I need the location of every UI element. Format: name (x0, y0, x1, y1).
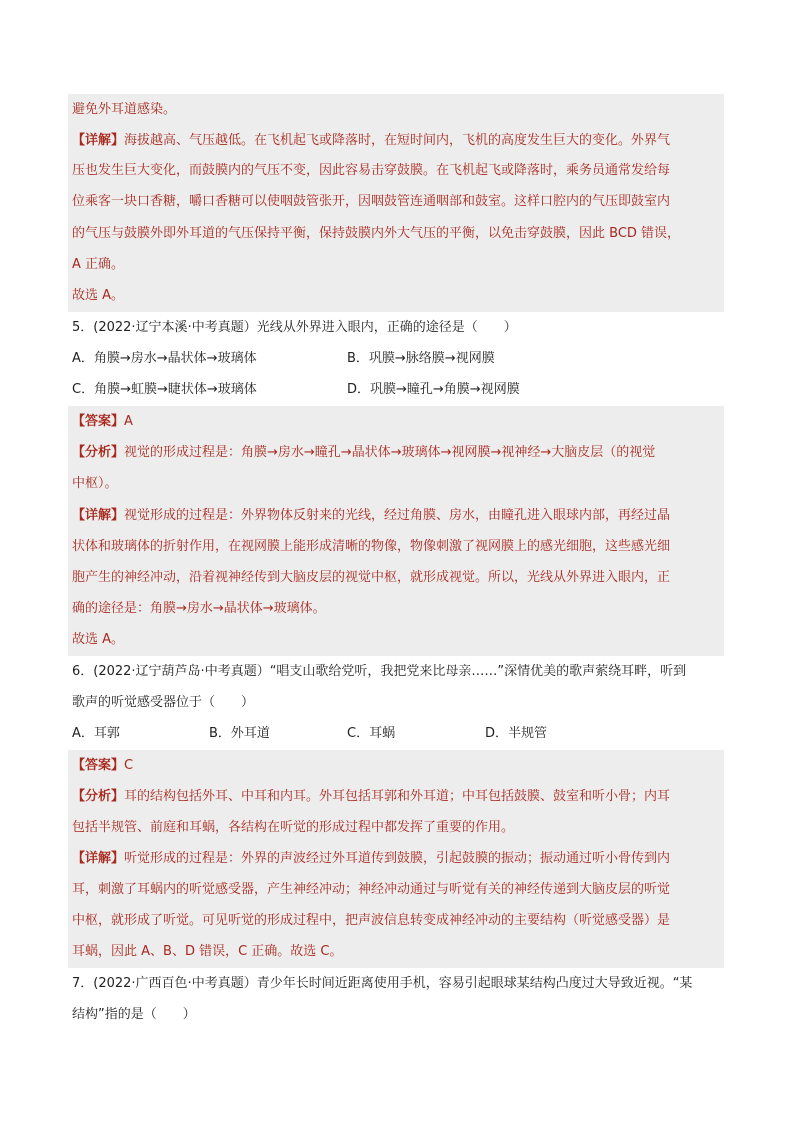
q6-detail-line-2: 耳，刺激了耳蜗内的听觉感受器，产生神经冲动；神经冲动通过与听觉有关的神经传递到大脑皮层的听觉 (72, 882, 671, 897)
q5-detail-line-3: 胞产生的神经冲动，沿着视神经传到大脑皮层的视觉中枢，就形成视觉。所以，光线从外界进入眼内，正 (72, 570, 671, 585)
q4-detail-line-5: A 正确。 (72, 257, 125, 272)
q5-analysis-line-2: 中枢）。 (72, 476, 118, 491)
q4-detail-line-2: 压也发生巨大变化，而鼓膜内的气压不变，因此容易击穿鼓膜。在飞机起飞或降落时，乘务员通常发给每 (72, 163, 671, 178)
answer-tag: 【答案】 (72, 414, 125, 429)
answer-tag: 【答案】 (72, 758, 125, 773)
q5-analysis-line-1: 【分析】视觉的形成过程是：角膜→房水→瞳孔→晶状体→玻璃体→视网膜→视神经→大脑皮层（的视觉 (72, 445, 656, 460)
q5-option-d: D．巩膜→瞳孔→角膜→视网膜 (347, 382, 520, 397)
q5-option-c: C．角膜→虹膜→睫状体→玻璃体 (72, 382, 257, 397)
q6-detail-line-3: 中枢，就形成了听觉。可见听觉的形成过程中，把声波信息转变成神经冲动的主要结构（听觉感受器）是 (72, 913, 671, 928)
q6-analysis-line-1: 【分析】耳的结构包括外耳、中耳和内耳。外耳包括耳郭和外耳道；中耳包括鼓膜、鼓室和听小骨；内耳 (72, 789, 671, 804)
q5-stem: 5．(2022·辽宁本溪·中考真题）光线从外界进入眼内，正确的途径是（ ） (72, 320, 517, 335)
q6-option-c: C．耳蜗 (347, 726, 396, 741)
detail-tag: 【详解】 (72, 508, 125, 523)
q5-option-b: B．巩膜→脉络膜→视网膜 (347, 351, 495, 366)
q5-final-answer: 故选 A。 (72, 632, 125, 647)
q6-answer: 【答案】C (72, 758, 134, 773)
detail-tag: 【详解】 (72, 851, 125, 866)
q6-stem-line-2: 歌声的听觉感受器位于（ ） (72, 695, 255, 710)
analysis-tag: 【分析】 (72, 789, 125, 804)
q5-answer: 【答案】A (72, 414, 133, 429)
q6-stem-line-1: 6．(2022·辽宁葫芦岛·中考真题）“唱支山歌给党听，我把党来比母亲……”深情优美的歌声萦绕耳畔，听到 (72, 664, 687, 679)
q6-analysis-line-2: 包括半规管、前庭和耳蜗，各结构在听觉的形成过程中都发挥了重要的作用。 (72, 820, 515, 835)
q6-detail-line-4: 耳蜗，因此 A、B、D 错误，C 正确。故选 C。 (72, 944, 343, 959)
detail-tag: 【详解】 (72, 133, 125, 148)
q5-detail-line-4: 确的途径是：角膜→房水→晶状体→玻璃体。 (72, 601, 326, 616)
q5-detail-line-2: 状体和玻璃体的折射作用，在视网膜上能形成清晰的物像，物像刺激了视网膜上的感光细胞，这些感光细 (72, 539, 671, 554)
q6-option-d: D．半规管 (485, 726, 548, 741)
q6-detail-line-1: 【详解】听觉形成的过程是：外界的声波经过外耳道传到鼓膜，引起鼓膜的振动；振动通过听小骨传到内 (72, 851, 671, 866)
q7-stem-line-2: 结构”指的是（ ） (72, 1007, 196, 1022)
q6-option-b: B．外耳道 (209, 726, 270, 741)
q5-option-a: A．角膜→房水→晶状体→玻璃体 (72, 351, 257, 366)
q4-final-answer: 故选 A。 (72, 288, 125, 303)
q4-detail-line-1: 【详解】海拔越高、气压越低。在飞机起飞或降落时，在短时间内，飞机的高度发生巨大的变化。外界气 (72, 133, 671, 148)
q4-detail-line-4: 的气压与鼓膜外即外耳道的气压保持平衡，保持鼓膜内外大气压的平衡，以免击穿鼓膜，因此 BCD 错误， (72, 226, 681, 241)
q5-detail-line-1: 【详解】视觉形成的过程是：外界物体反射来的光线，经过角膜、房水，由瞳孔进入眼球内部，再经过晶 (72, 508, 671, 523)
analysis-tag: 【分析】 (72, 445, 125, 460)
q7-stem-line-1: 7．(2022·广西百色·中考真题）青少年长时间近距离使用手机，容易引起眼球某结构凸度过大导致近视。“某 (72, 976, 693, 991)
q6-option-a: A．耳郭 (72, 726, 120, 741)
q4-analysis-end: 避免外耳道感染。 (72, 102, 177, 117)
q4-detail-line-3: 位乘客一块口香糖，嚼口香糖可以使咽鼓管张开，因咽鼓管连通咽部和鼓室。这样口腔内的气压即鼓室内 (72, 194, 671, 209)
